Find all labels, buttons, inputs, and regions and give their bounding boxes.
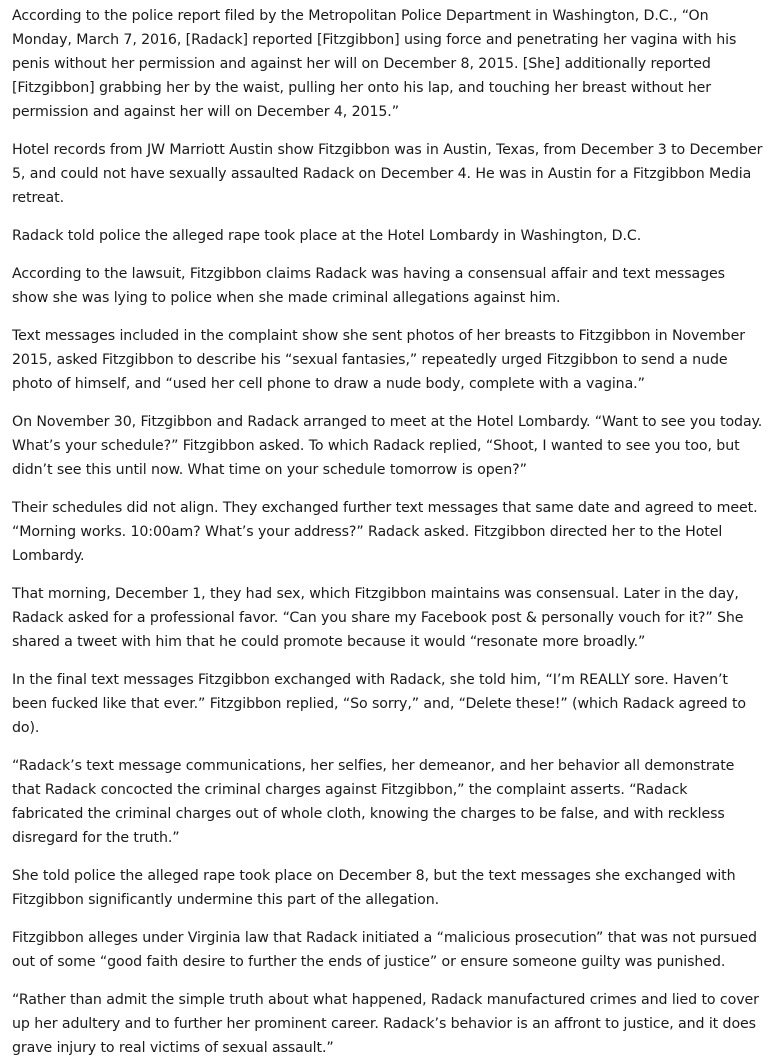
paragraph-lawsuit-claim: According to the lawsuit, Fitzgibbon claims Radack was having a consensual affair and text messages show she was lying to police when she made criminal allegations against him.: [12, 266, 725, 306]
paragraph-text-messages: Text messages included in the complaint show she sent photos of her breasts to Fitzgibbon in November 2015, asked Fitzgibbon to describe his “sexual fantasies,” repeatedly urged Fitzgibbon to send a nude photo of himself, and “used her cell phone to draw a nude body, complete with a vagina.”: [12, 328, 745, 392]
paragraph-hotel-records: Hotel records from JW Marriott Austin show Fitzgibbon was in Austin, Texas, from December 3 to December 5, and could not have sexually assaulted Radack on December 4. He was in Austin for a Fitzgibbon Media retreat.: [12, 142, 763, 206]
paragraph-november-30: On November 30, Fitzgibbon and Radack arranged to meet at the Hotel Lombardy. “Want to see you today. What’s your schedule?” Fitzgibbon asked. To which Radack replied, “Shoot, I wanted to see you too, but didn’t see this until now. What time on your schedule tomorrow is open?”: [12, 414, 763, 478]
paragraph-rape-location: Radack told police the alleged rape took place at the Hotel Lombardy in Washington, D.C.: [12, 228, 642, 244]
paragraph-final-texts: In the final text messages Fitzgibbon exchanged with Radack, she told him, “I’m REALLY sore. Haven’t been fucked like that ever.” Fitzgibbon replied, “So sorry,” and, “Delete these!” (which Radack agreed to do).: [12, 672, 747, 736]
paragraph-december-1: That morning, December 1, they had sex, which Fitzgibbon maintains was consensual. Later in the day, Radack asked for a professional favor. “Can you share my Facebook post & personally vouch for it?” She shared a tweet with him that he could promote because it would “resonate more broadly.”: [12, 586, 744, 650]
paragraph-complaint-quote: “Radack’s text message communications, her selfies, her demeanor, and her behavior all demonstrate that Radack concocted the criminal charges against Fitzgibbon,” the complaint asserts. “Radack fabricated the criminal charges out of whole cloth, knowing the charges to be false, and with reckless disregard for the truth.”: [12, 758, 735, 846]
paragraph-police-report: According to the police report filed by the Metropolitan Police Department in Washington, D.C., “On Monday, March 7, 2016, [Radack] reported [Fitzgibbon] using force and penetrating her vagina with his penis without her permission and against her will on December 8, 2015. [She] additionally reported [Fitzgibbon] grabbing her by the waist, pulling her onto his lap, and touching her breast without her permission and against her will on December 4, 2015.”: [12, 8, 737, 120]
paragraph-december-8: She told police the alleged rape took place on December 8, but the text messages she exchanged with Fitzgibbon significantly undermine this part of the allegation.: [12, 868, 736, 908]
paragraph-schedules: Their schedules did not align. They exchanged further text messages that same date and agreed to meet. “Morning works. 10:00am? What’s your address?” Radack asked. Fitzgibbon directed her to the Hotel Lombardy.: [12, 500, 758, 564]
paragraph-virginia-law: Fitzgibbon alleges under Virginia law that Radack initiated a “malicious prosecution” that was not pursued out of some “good faith desire to further the ends of justice” or ensure someone guilty was punished.: [12, 930, 757, 970]
paragraph-closing-quote: “Rather than admit the simple truth about what happened, Radack manufactured crimes and lied to cover up her adultery and to further her prominent career. Radack’s behavior is an affront to justice, and it does grave injury to real victims of sexual assault.”: [12, 992, 759, 1056]
